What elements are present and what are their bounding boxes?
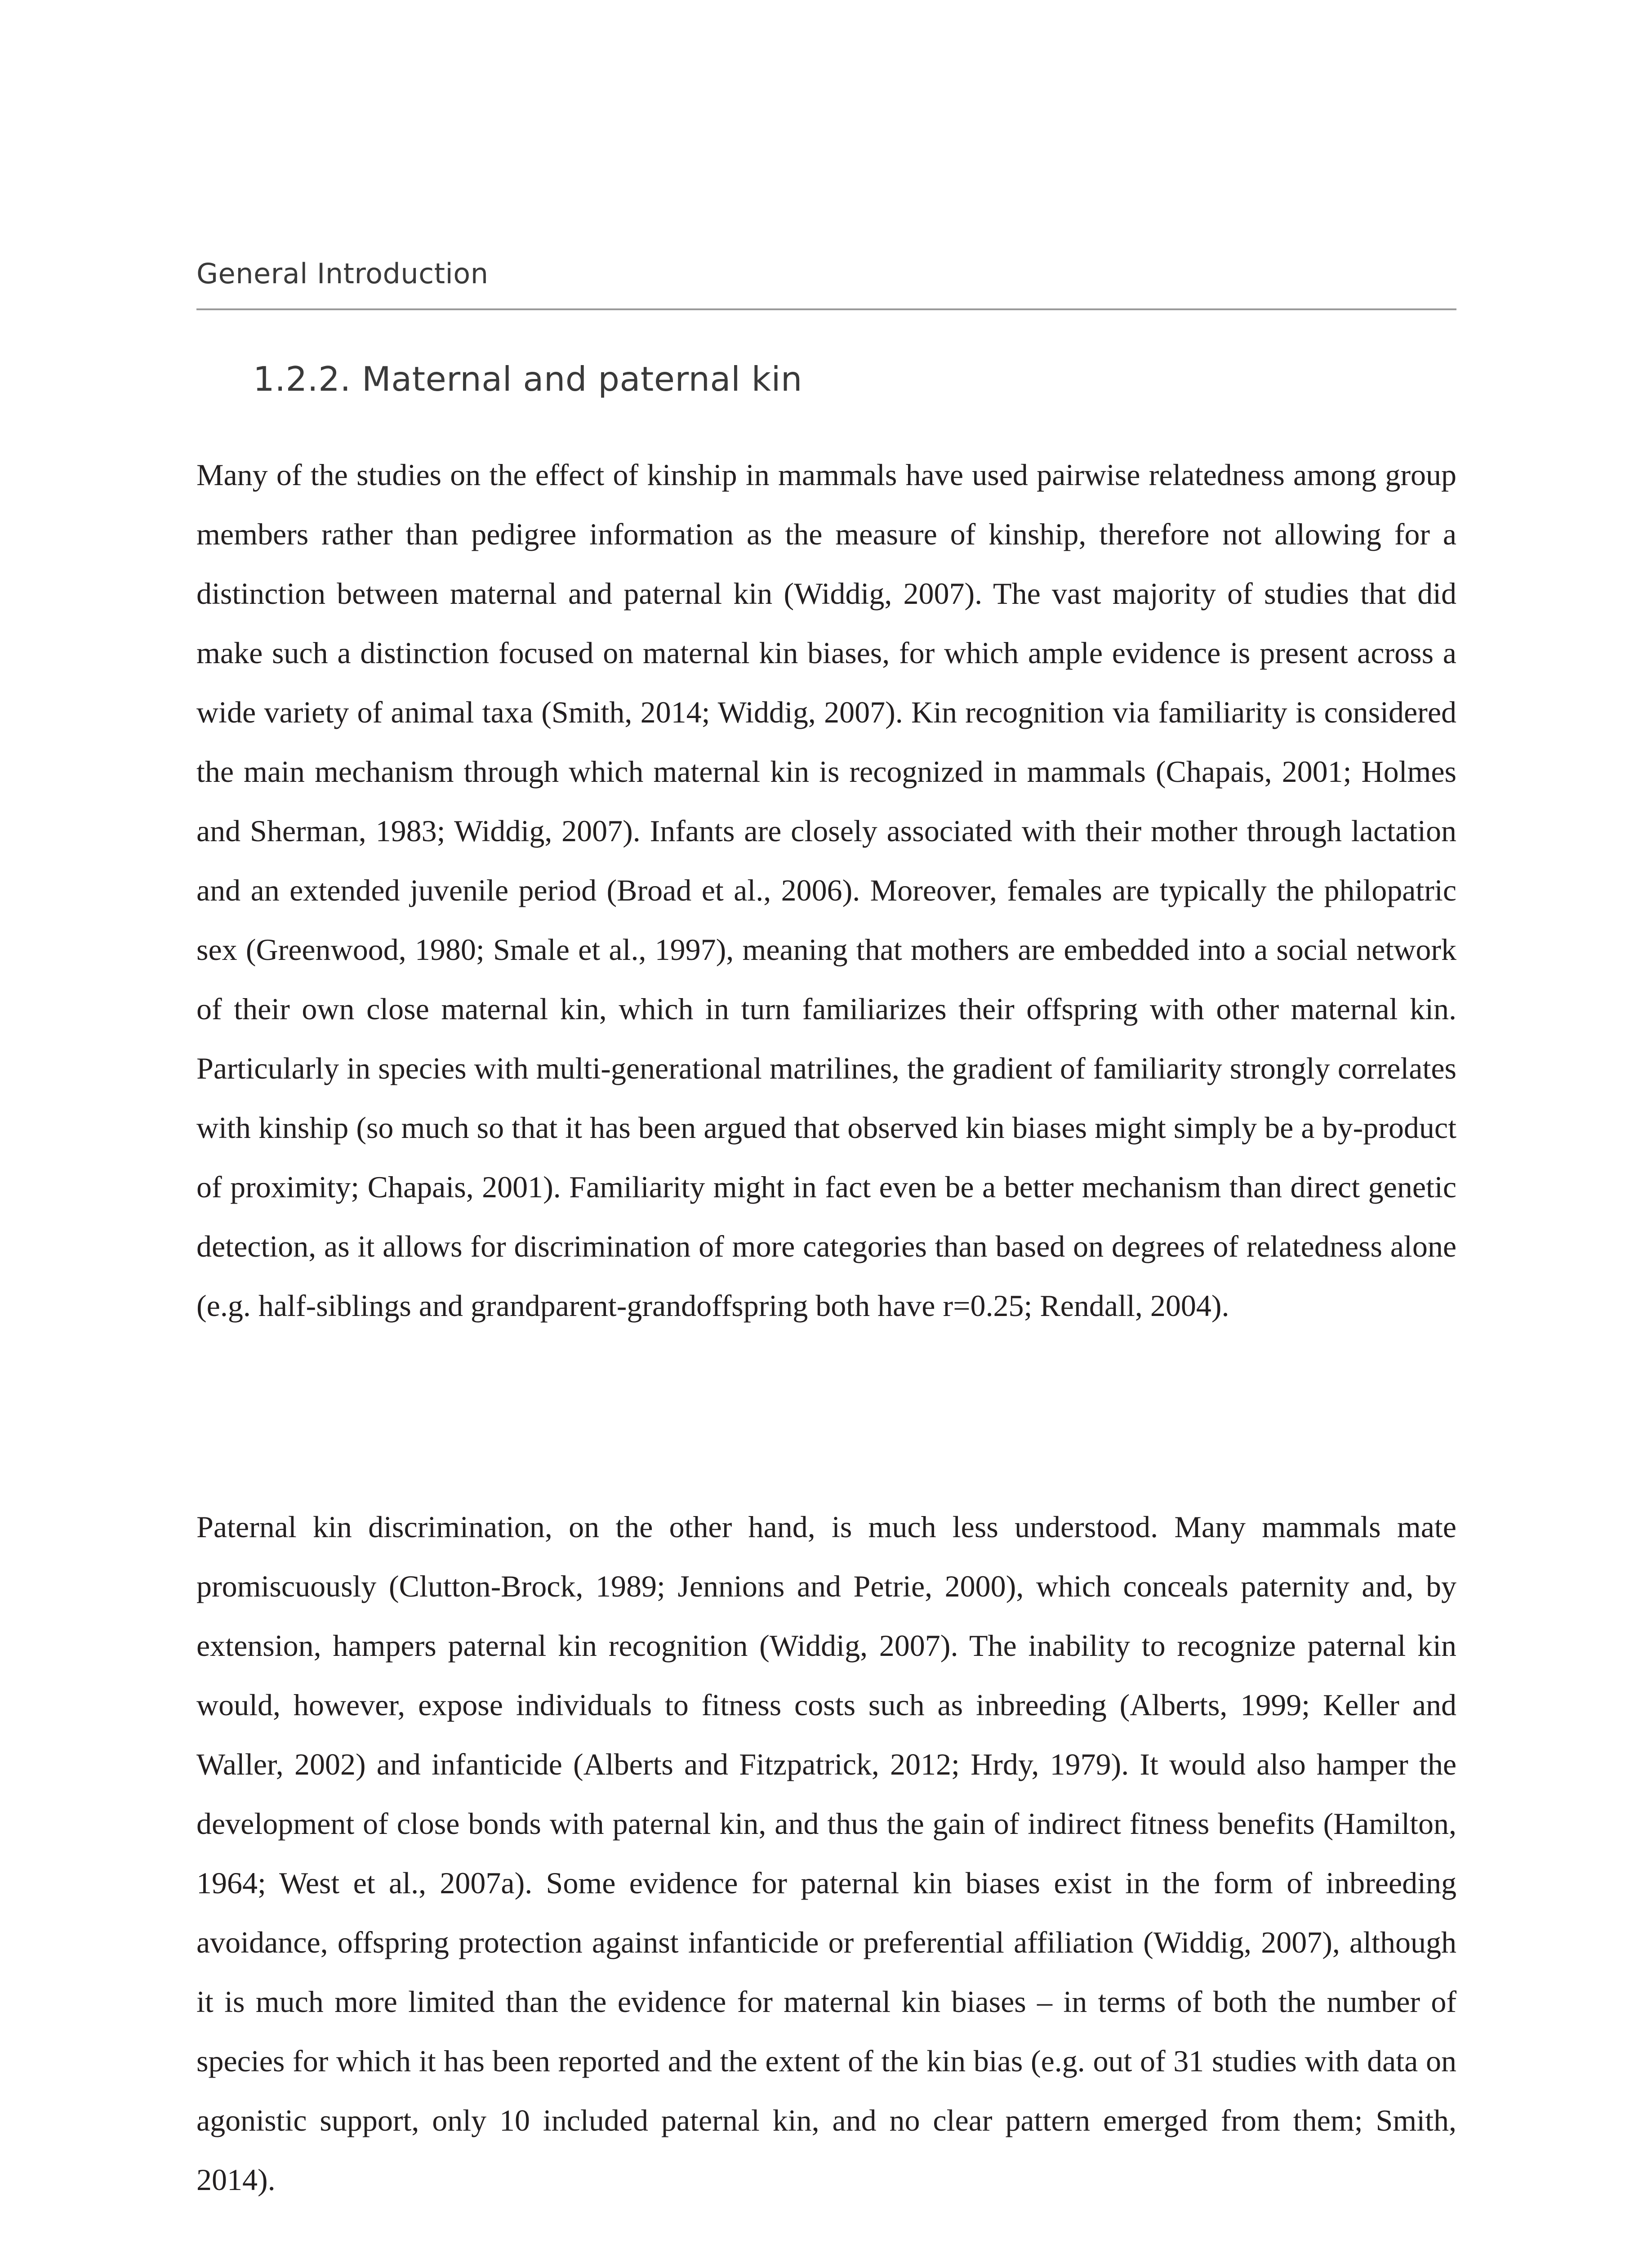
header-divider <box>196 308 1456 310</box>
body-paragraph-1: Many of the studies on the effect of kinship in mammals have used pairwise relatedness among group members rather than pedigree information as the measure of kinship, therefore not allowing for a distinction between maternal and paternal kin (Widdig, 2007). The vast majority of studies that did make such a distinction focused on maternal kin biases, for which ample evidence is present across a wide variety of animal taxa (Smith, 2014; Widdig, 2007). Kin recognition via familiarity is considered the main mechanism through which maternal kin is recognized in mammals (Chapais, 2001; Holmes and Sherman, 1983; Widdig, 2007). Infants are closely associated with their mother through lactation and an extended juvenile period (Broad et al., 2006). Moreover, females are typically the philopatric sex (Greenwood, 1980; Smale et al., 1997), meaning that mothers are embedded into a social network of their own close maternal kin, which in turn familiarizes their offspring with other maternal kin. Particularly in species with multi-generational matrilines, the gradient of familiarity strongly correlates with kinship (so much so that it has been argued that observed kin biases might simply be a by-product of proximity; Chapais, 2001). Familiarity might in fact even be a better mechanism than direct genetic detection, as it allows for discrimination of more categories than based on degrees of relatedness alone (e.g. half-siblings and grandparent-grandoffspring both have r=0.25; Rendall, 2004). <box>196 458 1456 1323</box>
body-paragraph-2: Paternal kin discrimination, on the other hand, is much less understood. Many mammals mate promiscuously (Clutton-Brock, 1989; Jennions and Petrie, 2000), which conceals paternity and, by extension, hampers paternal kin recognition (Widdig, 2007). The inability to recognize paternal kin would, however, expose individuals to fitness costs such as inbreeding (Alberts, 1999; Keller and Waller, 2002) and infanticide (Alberts and Fitzpatrick, 2012; Hrdy, 1979). It would also hamper the development of close bonds with paternal kin, and thus the gain of indirect fitness benefits (Hamilton, 1964; West et al., 2007a). Some evidence for paternal kin biases exist in the form of inbreeding avoidance, offspring protection against infanticide or preferential affiliation (Widdig, 2007), although it is much more limited than the evidence for maternal kin biases – in terms of both the number of species for which it has been reported and the extent of the kin bias (e.g. out of 31 studies with data on agonistic support, only 10 included paternal kin, and no clear pattern emerged from them; Smith, 2014). <box>196 1510 1456 2197</box>
section-heading: 1.2.2. Maternal and paternal kin <box>253 359 802 399</box>
running-header: General Introduction <box>196 257 489 290</box>
